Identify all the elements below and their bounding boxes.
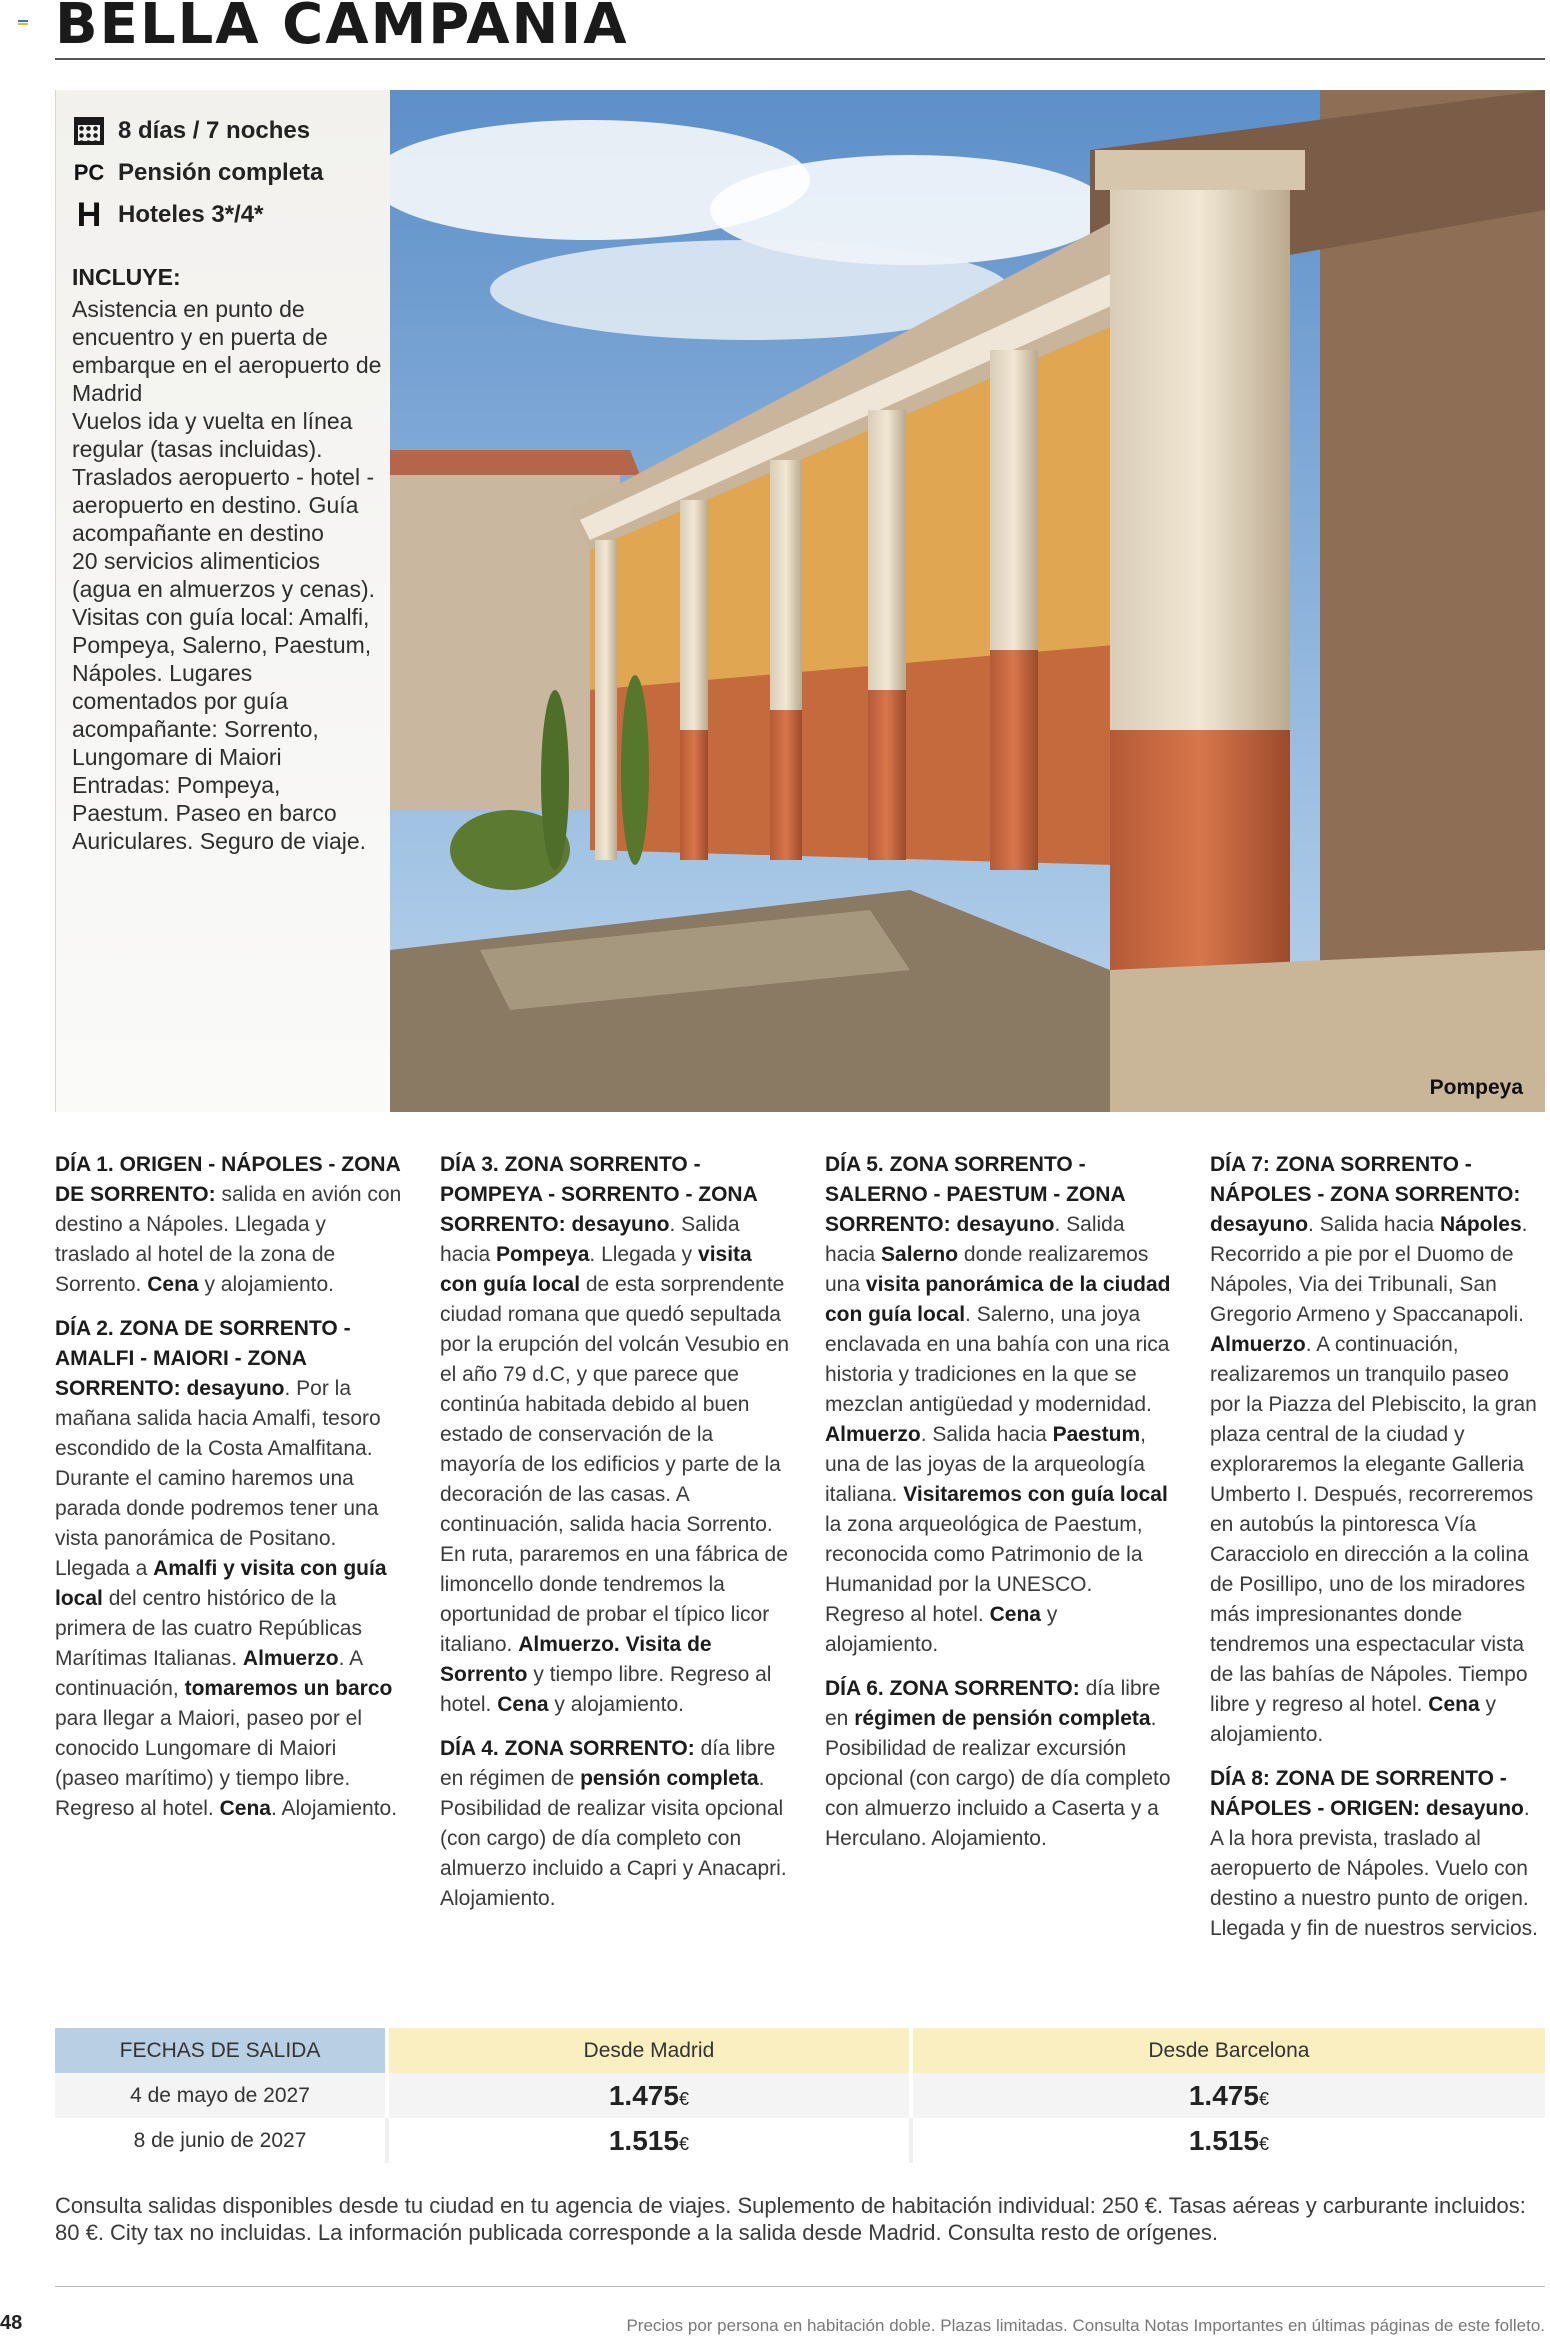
table-row bbox=[55, 2118, 1545, 2163]
day-2-text: . Por la mañana salida hacia Amalfi, tesoro escondido de la Costa Amalfitana. Durante el camino haremos una parada donde podremos tener una vista panorámica de Positano. Llegada a bbox=[55, 1377, 381, 1580]
day-3-bold: Pompeya bbox=[496, 1243, 590, 1266]
corner-mark bbox=[18, 20, 28, 26]
price-barcelona: 1.475€ bbox=[911, 2073, 1545, 2118]
day-5-text: . Salerno, una joya enclavada en una bahía con una rica historia y tradiciones en la que se mezclan antigüedad y modernidad. bbox=[825, 1303, 1170, 1416]
incluye-item: Asistencia en punto de encuentro y en puerta de embarque en el aeropuerto de Madrid bbox=[72, 296, 382, 406]
day-5-bold: Cena bbox=[989, 1603, 1041, 1626]
day-3-bold: Cena bbox=[497, 1693, 549, 1716]
day-5-bold: Salerno bbox=[881, 1243, 959, 1266]
day-2-text: para llegar a Maiori, paseo por el conocido Lungomare di Maiori (paseo marítimo) y tiempo libre. Regreso al hotel. bbox=[55, 1707, 363, 1820]
header-barcelona: Desde Barcelona bbox=[911, 2028, 1545, 2073]
prices-header-row bbox=[55, 2028, 1545, 2073]
itinerary-column-4 bbox=[1210, 1150, 1545, 1958]
day-6-text: . Posibilidad de realizar excursión opcional (con cargo) de día completo con almuerzo incluido a Caserta y a Herculano. Alojamiento. bbox=[825, 1707, 1171, 1850]
table-row bbox=[55, 2073, 1545, 2118]
day-3-text: y tiempo libre. Regreso al hotel. bbox=[440, 1663, 772, 1716]
day-1-text: y alojamiento. bbox=[204, 1273, 335, 1296]
departure-date: 8 de junio de 2027 bbox=[55, 2118, 387, 2163]
feature-hotels bbox=[72, 194, 390, 236]
day-3-bold: Almuerzo. Visita de Sorrento bbox=[440, 1633, 712, 1686]
day-3 bbox=[440, 1150, 790, 1720]
day-2-bold: Cena bbox=[219, 1797, 271, 1820]
day-8 bbox=[1210, 1764, 1545, 1944]
day-7-bold: Almuerzo bbox=[1210, 1333, 1306, 1356]
day-2 bbox=[55, 1314, 405, 1824]
day-4-bold: pensión completa bbox=[580, 1767, 759, 1790]
day-7-bold: Nápoles bbox=[1439, 1213, 1522, 1236]
price-barcelona: 1.515€ bbox=[1188, 2124, 1269, 2156]
day-7-text: . Recorrido a pie por el Duomo de Nápoles, Via dei Tribunali, San Gregorio Armeno y Spaccanapoli. bbox=[1210, 1213, 1528, 1326]
day-3-text: . Salida hacia bbox=[440, 1213, 740, 1266]
day-3-bold: visita con guía local bbox=[440, 1243, 752, 1296]
day-2-bold: tomaremos un barco bbox=[184, 1677, 393, 1700]
day-5-bold: Paestum bbox=[1052, 1423, 1141, 1446]
day-2-bold: Amalfi y visita con guía local bbox=[55, 1557, 387, 1610]
itinerary-column-3 bbox=[825, 1150, 1175, 1868]
day-5-text: donde realizaremos una bbox=[825, 1243, 1149, 1296]
feature-duration-label: 8 días / 7 noches bbox=[118, 117, 311, 144]
day-8-text: . A la hora prevista, traslado al aeropuerto de Nápoles. Vuelo con destino a nuestro punto de origen. Llegada y fin de nuestros servicios. bbox=[1210, 1797, 1539, 1940]
day-6-bold: régimen de pensión completa bbox=[854, 1707, 1151, 1730]
day-1-heading: DÍA 1. ORIGEN - NÁPOLES - ZONA DE SORRENTO: bbox=[55, 1153, 400, 1206]
day-3-heading: DÍA 3. ZONA SORRENTO - POMPEYA - SORRENTO - ZONA SORRENTO: desayuno bbox=[440, 1153, 757, 1236]
day-5-text: y alojamiento. bbox=[825, 1603, 1058, 1656]
footer-disclaimer: Precios por persona en habitación doble. Plazas limitadas. Consulta Notas Importantes en últimas páginas de este folleto. bbox=[626, 2316, 1545, 2335]
day-5-text: . Salida hacia bbox=[920, 1423, 1047, 1446]
day-5-text: , una de las joyas de la arqueología italiana. bbox=[825, 1423, 1147, 1506]
day-3-text: y alojamiento. bbox=[554, 1693, 684, 1716]
day-5-bold: Visitaremos con guía local bbox=[903, 1483, 1168, 1506]
day-4 bbox=[440, 1734, 790, 1914]
incluye-item: Auriculares. Seguro de viaje. bbox=[72, 828, 367, 854]
header-madrid: Desde Madrid bbox=[387, 2028, 911, 2073]
itinerary bbox=[55, 1150, 1545, 2010]
day-7 bbox=[1210, 1150, 1545, 1750]
day-2-heading: DÍA 2. ZONA DE SORRENTO - AMALFI - MAIORI - ZONA SORRENTO: desayuno bbox=[55, 1317, 351, 1400]
day-3-text: . Llegada y bbox=[589, 1243, 693, 1266]
day-4-text: . Posibilidad de realizar visita opcional (con cargo) de día completo con almuerzo incluido a Capri y Anacapri. Alojamiento. bbox=[440, 1767, 787, 1910]
trip-info-panel bbox=[55, 90, 390, 1112]
day-5-text: . Salida hacia bbox=[825, 1213, 1125, 1266]
day-7-bold: Cena bbox=[1428, 1693, 1480, 1716]
day-2-text: . Alojamiento. bbox=[270, 1797, 398, 1820]
day-1-text: salida en avión con destino a Nápoles. Llegada y traslado al hotel de la zona de Sorrento. bbox=[55, 1183, 402, 1296]
prices-table bbox=[55, 2028, 1545, 2163]
day-2-text: del centro histórico de la primera de las cuatro Repúblicas Marítimas Italianas. bbox=[55, 1587, 362, 1670]
calendar-icon bbox=[72, 114, 106, 148]
footer-divider bbox=[55, 2286, 1545, 2287]
itinerary-column-1 bbox=[55, 1150, 405, 1838]
feature-duration bbox=[72, 110, 390, 152]
photo-caption: Pompeya bbox=[1429, 1076, 1523, 1099]
pompeii-photo bbox=[390, 90, 1545, 1112]
day-6 bbox=[825, 1674, 1175, 1854]
day-5-text: la zona arqueológica de Paestum, reconocida como Patrimonio de la Humanidad por la UNESCO. Regreso al hotel. bbox=[825, 1513, 1143, 1626]
day-2-bold: Almuerzo bbox=[242, 1647, 339, 1670]
feature-hotels-label: Hoteles 3*/4* bbox=[118, 201, 264, 228]
itinerary-column-2 bbox=[440, 1150, 790, 1928]
header-dates: FECHAS DE SALIDA bbox=[55, 2028, 387, 2073]
day-7-text: y alojamiento. bbox=[1210, 1693, 1496, 1746]
feature-board-label: Pensión completa bbox=[118, 159, 324, 186]
day-1-bold: Cena bbox=[147, 1273, 199, 1296]
incluye-item: Entradas: Pompeya, Paestum. Paseo en barco bbox=[72, 772, 337, 826]
day-7-heading: DÍA 7: ZONA SORRENTO - NÁPOLES - ZONA SORRENTO: desayuno bbox=[1210, 1153, 1521, 1236]
page-title: BELLA CAMPANIA bbox=[55, 0, 629, 57]
feature-board bbox=[72, 152, 390, 194]
incluye-heading: INCLUYE: bbox=[72, 264, 181, 290]
day-5-bold: visita panorámica de la ciudad con guía local bbox=[825, 1273, 1171, 1326]
day-7-text: . A continuación, realizaremos un tranquilo paseo por la Piazza del Plebiscito, la gran plaza central de la ciudad y exploraremos la elegante Galleria Umberto I. Después, recorreremos en autobús la pintoresca Vía Caracciolo en dirección a la colina de Posillipo, uno de los miradores más impresionantes donde tendremos una espectacular vista de las bahías de Nápoles. Tiempo libre y regreso al hotel. bbox=[1210, 1333, 1537, 1716]
hotel-icon: H bbox=[76, 195, 102, 234]
departures-note: Consulta salidas disponibles desde tu ciudad en tu agencia de viajes. Suplemento de habitación individual: 250 €. Tasas aéreas y carburante incluidos: 80 €. City tax no incluidas. La información publicada corresponde a la salida desde Madrid. Consulta resto de orígenes. bbox=[55, 2193, 1526, 2245]
day-4-heading: DÍA 4. ZONA SORRENTO: bbox=[440, 1737, 695, 1760]
price-madrid: 1.515€ bbox=[387, 2118, 911, 2163]
day-6-heading: DÍA 6. ZONA SORRENTO: bbox=[825, 1677, 1080, 1700]
day-2-text: . A continuación, bbox=[55, 1647, 362, 1700]
title-divider bbox=[55, 58, 1545, 60]
pension-completa-icon: PC bbox=[73, 160, 105, 185]
day-1 bbox=[55, 1150, 405, 1300]
day-5-bold: Almuerzo bbox=[825, 1423, 921, 1446]
day-4-text: día libre en régimen de bbox=[440, 1737, 776, 1790]
incluye-item: 20 servicios alimenticios (agua en almuerzos y cenas). Visitas con guía local: Amalfi, Pompeya, Salerno, Paestum, Nápoles. Lugares comentados por guía acompañante: Sorrento, Lungomare di Maiori bbox=[72, 548, 375, 770]
day-6-text: día libre en bbox=[825, 1677, 1161, 1730]
page-number: 48 bbox=[0, 2312, 23, 2334]
day-5-heading: DÍA 5. ZONA SORRENTO - SALERNO - PAESTUM - ZONA SORRENTO: desayuno bbox=[825, 1153, 1125, 1236]
incluye-list bbox=[72, 295, 382, 855]
day-8-heading: DÍA 8: ZONA DE SORRENTO - NÁPOLES - ORIGEN: desayuno bbox=[1210, 1767, 1524, 1820]
day-5 bbox=[825, 1150, 1175, 1660]
day-3-text: de esta sorprendente ciudad romana que quedó sepultada por la erupción del volcán Vesubio en el año 79 d.C, y que parece que continúa habitada debido al buen estado de conservación de la mayoría de los edificios y parte de la decoración de las casas. A continuación, salida hacia Sorrento. En ruta, pararemos en una fábrica de limoncello donde tendremos la oportunidad de probar el típico licor italiano. bbox=[440, 1273, 790, 1656]
day-7-text: . Salida hacia bbox=[1308, 1213, 1435, 1236]
price-madrid: 1.475€ bbox=[387, 2073, 911, 2118]
incluye-item: Vuelos ida y vuelta en línea regular (tasas incluidas). Traslados aeropuerto - hotel - aeropuerto en destino. Guía acompañante en destino bbox=[72, 408, 375, 546]
departure-date: 4 de mayo de 2027 bbox=[55, 2073, 387, 2118]
